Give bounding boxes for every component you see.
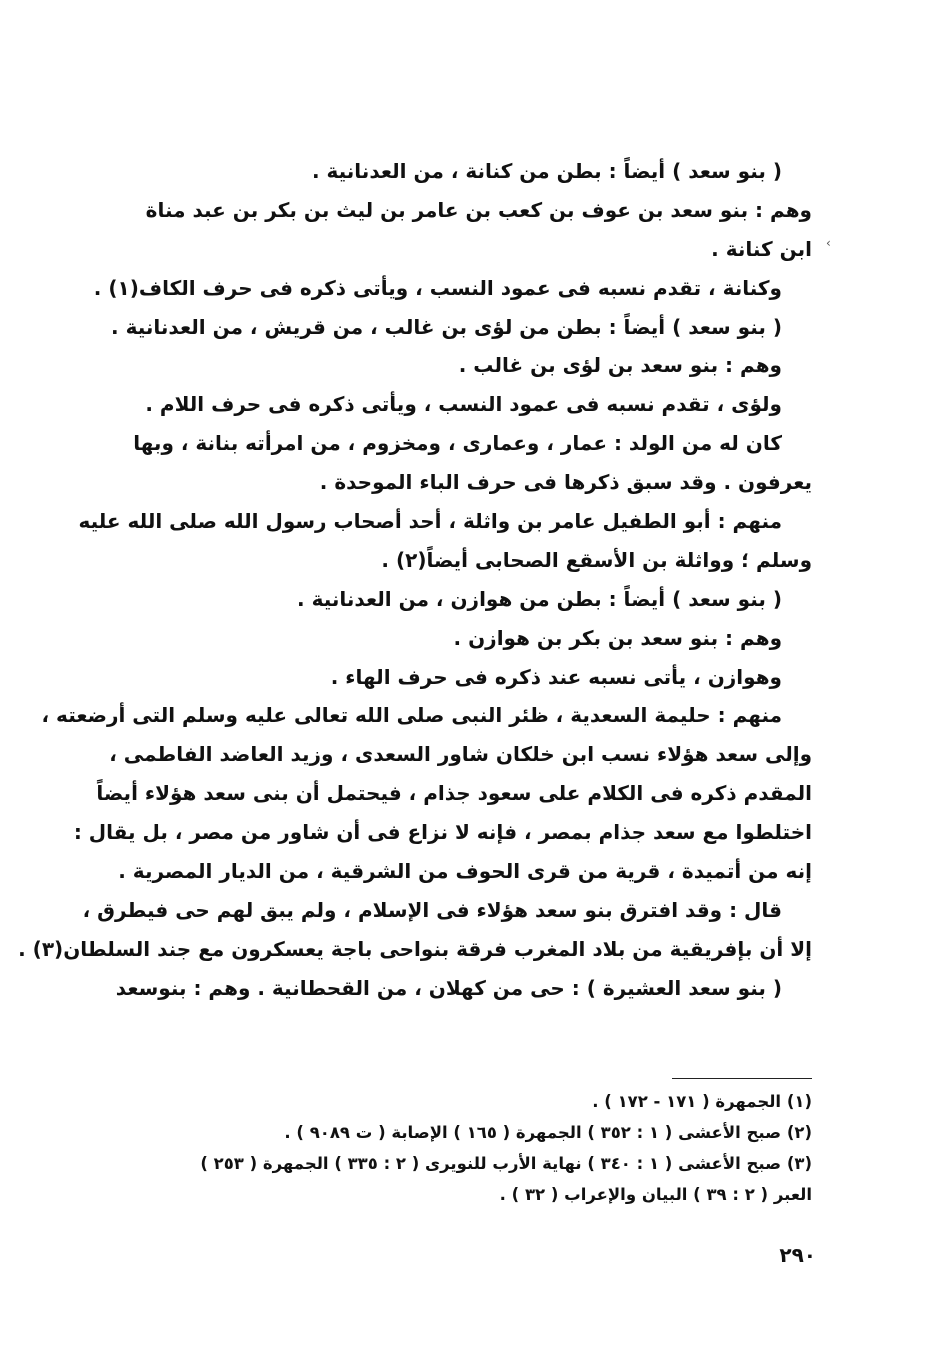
- text-line: منهم : أبو الطفيل عامر بن واثلة ، أحد أصحاب رسول الله صلى الله عليه: [78, 509, 782, 534]
- footnote-continuation: العبر ( ٢ : ٣٩ ) البيان والإعراب ( ٣٢ ) .: [499, 1185, 812, 1204]
- footnote: (١) الجمهرة ( ١٧١ - ١٧٢ ) .: [592, 1092, 812, 1111]
- text-line: ولؤى ، تقدم نسبه فى عمود النسب ، ويأتى ذكره فى حرف اللام .: [145, 392, 782, 417]
- footnotes: [160, 1086, 812, 1210]
- text-line: وكنانة ، تقدم نسبه فى عمود النسب ، ويأتى ذكره فى حرف الكاف(١) .: [93, 275, 782, 300]
- page-number: ٢٩٠: [779, 1243, 816, 1267]
- text-line: يعرفون . وقد سبق ذكرها فى حرف الباء الموحدة .: [319, 470, 812, 495]
- text-line: وإلى سعد هؤلاء نسب ابن خلكان شاور السعدى ، وزيد العاضد الفاطمى ،: [109, 742, 812, 767]
- text-line: ( بنو سعد ) أيضاً : بطن من لؤى بن غالب ، من قريش ، من العدنانية .: [111, 314, 782, 339]
- text-line: إلا أن بإفريقية من بلاد المغرب فرقة بنواحى باجة يعسكرون مع جند السلطان(٣) .: [18, 936, 812, 961]
- text-line: قال : وقد افترق بنو سعد هؤلاء فى الإسلام ، ولم يبق لهم حى فيطرق ،: [82, 897, 782, 922]
- footnote: (٢) صبح الأعشى ( ١ : ٣٥٢ ) الجمهرة ( ١٦٥ ) الإصابة ( ت ٩٠٨٩ ) .: [284, 1123, 812, 1142]
- text-line: ابن كنانة .: [711, 236, 812, 261]
- text-line: وهم : بنو سعد بن لؤى بن غالب .: [458, 353, 782, 378]
- margin-mark: ‹: [826, 236, 831, 250]
- main-text: [18, 152, 812, 1008]
- text-line: كان له من الولد : عمار ، وعمارى ، ومخزوم ، من امرأته بنانة ، وبها: [133, 431, 782, 456]
- text-line: ( بنو سعد ) أيضاً : بطن من هوازن ، من العدنانية .: [297, 586, 782, 611]
- text-line: وسلم ؛ وواثلة بن الأسقع الصحابى أيضاً(٢) .: [381, 547, 812, 572]
- text-line: ( بنو سعد العشيرة ) : حى من كهلان ، من القحطانية . وهم : بنوسعد: [115, 975, 782, 1000]
- footnote: (٣) صبح الأعشى ( ١ : ٣٤٠ ) نهاية الأرب للنويرى ( ٢ : ٣٣٥ ) الجمهرة ( ٢٥٣ ): [200, 1154, 812, 1173]
- text-line: إنه من أتميدة ، قرية من قرى الحوف من الشرقية ، من الديار المصرية .: [118, 859, 812, 884]
- text-line: وهوازن ، يأتى نسبه عند ذكره فى حرف الهاء .: [330, 664, 782, 689]
- footnote-separator: [672, 1078, 812, 1079]
- text-line: اختلطوا مع سعد جذام بمصر ، فإنه لا نزاع فى أن شاور من مصر ، بل يقال :: [73, 820, 812, 845]
- text-line: ( بنو سعد ) أيضاً : بطن من كنانة ، من العدنانية .: [311, 159, 782, 183]
- text-line: المقدم ذكره فى الكلام على سعود جذام ، فيحتمل أن بنى سعد هؤلاء أيضاً: [96, 781, 812, 806]
- text-line: وهم : بنو سعد بن عوف بن كعب بن عامر بن ليث بن بكر بن عبد مناة: [145, 197, 812, 222]
- text-line: منهم : حليمة السعدية ، ظئر النبى صلى الله تعالى عليه وسلم التى أرضعته ،: [41, 703, 782, 728]
- text-line: وهم : بنو سعد بن بكر بن هوازن .: [453, 625, 782, 650]
